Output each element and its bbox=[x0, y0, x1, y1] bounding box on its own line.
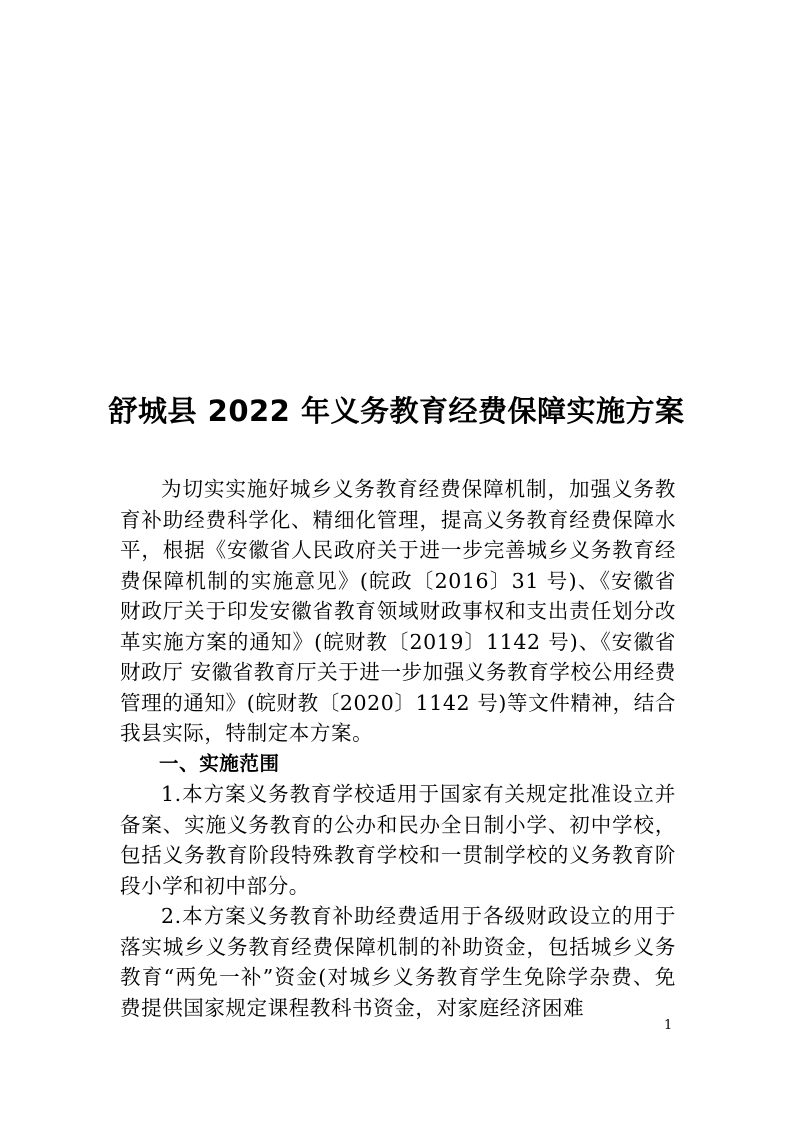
scope-item-1: 1.本方案义务教育学校适用于国家有关规定批准设立并备案、实施义务教育的公办和民办全日制小学、初中学校，包括义务教育阶段特殊教育学校和一贯制学校的义务教育阶段小学和初中部分。 bbox=[120, 782, 676, 898]
scope-item-2: 2.本方案义务教育补助经费适用于各级财政设立的用于落实城乡义务教育经费保障机制的补助资金，包括城乡义务教育“两免一补”资金(对城乡义务教育学生免除学杂费、免费提供国家规定课程教科书资金，对家庭经济困难 bbox=[120, 904, 676, 1020]
page-number: 1 bbox=[664, 1018, 673, 1033]
document-body bbox=[120, 474, 676, 1023]
section-heading-scope: 一、实施范围 bbox=[159, 751, 280, 775]
page-title: 舒城县 2022 年义务教育经费保障实施方案 bbox=[108, 394, 685, 428]
intro-paragraph: 为切实实施好城乡义务教育经费保障机制，加强义务教育补助经费科学化、精细化管理，提高义务教育经费保障水平，根据《安徽省人民政府关于进一步完善城乡义务教育经费保障机制的实施意见》(皖政〔2016〕31 号)、《安徽省财政厅关于印发安徽省教育领域财政事权和支出责任划分改革实施方案的通知》(皖财教〔2019〕1142 号)、《安徽省财政厅 安徽省教育厅关于进一步加强义务教育学校公用经费管理的通知》(皖财教〔2020〕1142 号)等文件精神，结合我县实际，特制定本方案。 bbox=[120, 477, 676, 745]
